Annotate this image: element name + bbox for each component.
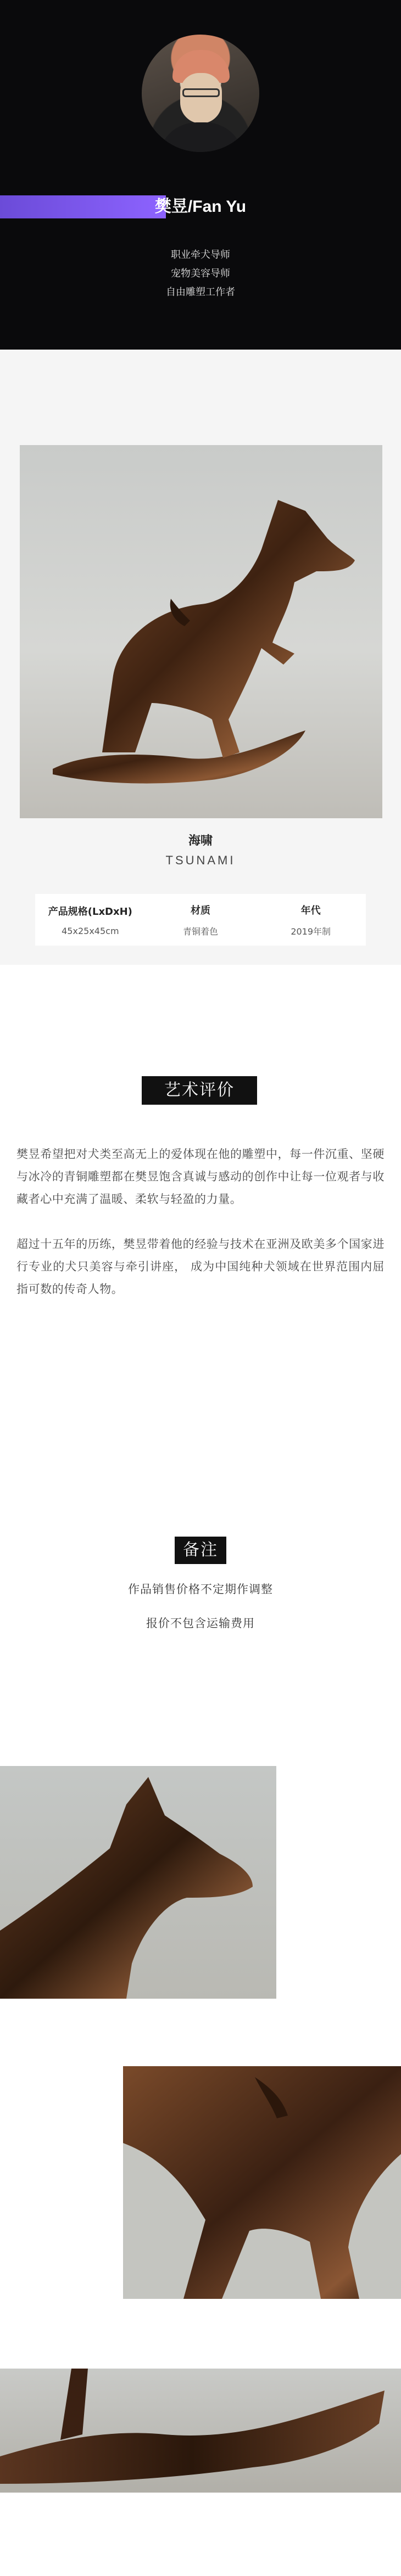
- spec-value: 青铜着色: [183, 926, 219, 937]
- art-review-heading: 艺术评价: [142, 1076, 257, 1105]
- face-shape: [180, 73, 222, 123]
- detail-photo-head: [0, 1766, 276, 1999]
- spec-card: [35, 894, 366, 946]
- profile-header: [0, 0, 401, 350]
- doberman-sculpture-image: [20, 445, 382, 818]
- detail-photo-body: [123, 2066, 401, 2299]
- spec-dimensions: [35, 904, 146, 936]
- spec-label: 产品规格(LxDxH): [48, 905, 132, 918]
- artist-name: 樊昱/Fan Yu: [154, 198, 247, 216]
- spec-value: 2019年制: [291, 926, 331, 937]
- artist-titles: [0, 246, 401, 302]
- torso-shape: [158, 122, 244, 152]
- doberman-head-image: [0, 1766, 276, 1999]
- note-line-2: 报价不包含运输费用: [146, 1617, 255, 1630]
- detail-photo-base: [0, 2369, 401, 2493]
- art-review-paragraph-1: 樊昱希望把对犬类至高无上的爱体现在他的雕塑中，每一件沉重、坚硬与冰冷的青铜雕塑都在樊昱饱含真诚与感动的创作中让每一位观者与收藏者心中充满了温暖、柔软与轻盈的力量。: [16, 1148, 385, 1206]
- glasses-shape: [182, 88, 220, 97]
- spec-value: 45x25x45cm: [62, 925, 119, 936]
- sculpture-base-image: [0, 2369, 401, 2493]
- spec-material: [146, 903, 256, 937]
- sculpture-photo: [20, 445, 382, 818]
- art-review-paragraph-2: 超过十五年的历练，樊昱带着他的经验与技术在亚洲及欧美多个国家进行专业的犬只美容与牵引讲座， 成为中国纯种犬领域在世界范围内屈指可数的传奇人物。: [16, 1238, 385, 1296]
- artwork-subtitle: TSUNAMI: [165, 853, 236, 867]
- artist-avatar: [142, 35, 259, 152]
- artist-title-3: 自由雕塑工作者: [166, 286, 235, 298]
- artwork-title: 海啸: [188, 834, 213, 848]
- notes-heading: 备注: [175, 1537, 226, 1564]
- artwork-section: [0, 350, 401, 965]
- spec-label: 年代: [300, 904, 321, 916]
- artist-title-1: 职业牵犬导师: [171, 249, 230, 261]
- name-band: [0, 195, 401, 218]
- note-line-1: 作品销售价格不定期作调整: [128, 1583, 273, 1596]
- spec-year: [255, 903, 366, 937]
- spec-label: 材质: [191, 904, 210, 916]
- artist-title-2: 宠物美容导师: [171, 268, 230, 279]
- doberman-body-image: [123, 2066, 401, 2299]
